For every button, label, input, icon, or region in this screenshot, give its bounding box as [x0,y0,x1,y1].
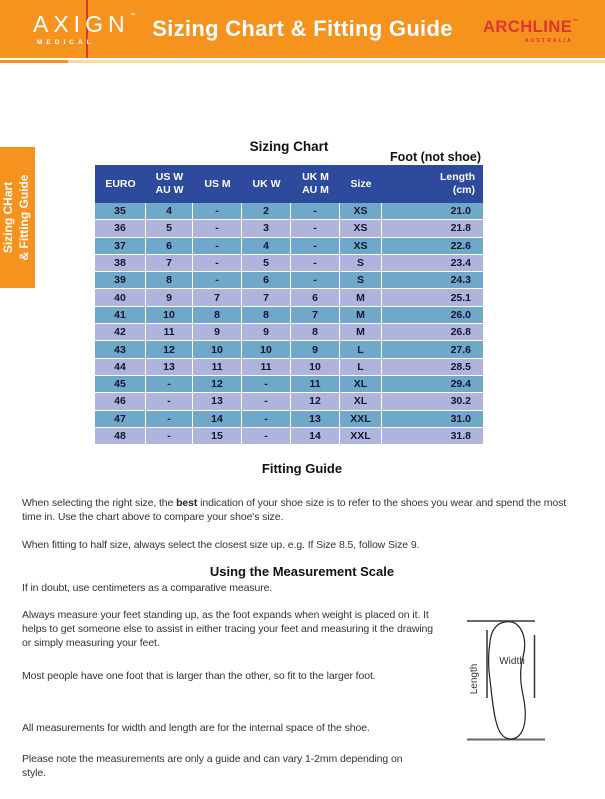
archline-tm-mark: ™ [572,19,579,25]
table-row [95,428,483,445]
table-cell: 31.0 [382,411,483,428]
table-cell: 24.3 [382,272,483,289]
table-row [95,272,483,289]
table-cell: 8 [146,272,193,289]
measurement-paragraph-2: Always measure your feet standing up, as the foot expands when weight is placed on it. It helps to get someone else to assist in either tracing your feet and measuring it the drawing or simply measuring your feet. [22,609,434,649]
table-cell: 9 [193,324,242,341]
measurement-paragraph-5: Please note the measurements are only a guide and can vary 1-2mm depending on style. [22,753,403,779]
table-header-cell: Size [350,177,372,190]
table-cell: 11 [291,376,340,393]
table-cell: 12 [146,341,193,358]
table-cell: 13 [193,393,242,410]
table-cell: - [242,428,291,445]
table-cell: 30.2 [382,393,483,410]
table-row [95,238,483,255]
table-cell: 8 [193,307,242,324]
sizing-table [95,165,483,445]
table-cell: S [340,272,382,289]
axign-name-text: AXIGN [33,11,130,37]
table-row [95,289,483,306]
axign-tm-mark: ™ [129,13,136,19]
table-cell: 8 [242,307,291,324]
table-cell: 9 [146,289,193,306]
side-tab-label-line1: Sizing CHart [1,181,15,254]
table-cell: - [291,255,340,272]
table-cell: M [340,324,382,341]
table-row [95,376,483,393]
table-cell: - [146,428,193,445]
archline-australia-label: AUSTRALIA [524,37,573,44]
table-cell: 44 [95,359,146,376]
table-cell: XS [340,203,382,220]
table-cell: 7 [291,307,340,324]
table-header-cell: UK M AU M [302,171,329,196]
table-cell: 6 [146,238,193,255]
side-tab [0,147,35,288]
fg-p1-after: indication of your shoe size is to refer to the shoes you wear and spend the most time in. Use the chart above to compare your shoe's size. [22,497,567,523]
table-cell: 40 [95,289,146,306]
table-cell: 10 [242,341,291,358]
table-cell: 13 [146,359,193,376]
table-cell: 10 [291,359,340,376]
table-cell: 38 [95,255,146,272]
table-cell: 45 [95,376,146,393]
table-row [95,324,483,341]
table-cell: 48 [95,428,146,445]
fg-p1-bold: best [176,497,198,509]
table-row [95,411,483,428]
table-cell: L [340,341,382,358]
width-label: Width [499,656,525,667]
sizing-chart-title: Sizing Chart [249,139,329,154]
archline-name-text: ARCHLINE [483,18,573,36]
table-row [95,359,483,376]
table-cell: - [193,203,242,220]
table-cell: 8 [291,324,340,341]
table-cell: - [193,272,242,289]
table-cell: 15 [193,428,242,445]
table-cell: 9 [242,324,291,341]
table-cell: XXL [340,428,382,445]
table-cell: 46 [95,393,146,410]
table-cell: - [291,220,340,237]
table-cell: 7 [146,255,193,272]
table-cell: 36 [95,220,146,237]
table-cell: XS [340,220,382,237]
table-cell: - [291,203,340,220]
table-cell: 4 [242,238,291,255]
table-cell: 2 [242,203,291,220]
table-cell: 14 [291,428,340,445]
table-cell: 14 [193,411,242,428]
table-cell: 5 [242,255,291,272]
table-cell: 22.6 [382,238,483,255]
table-cell: - [291,272,340,289]
table-cell: 26.0 [382,307,483,324]
table-row [95,220,483,237]
table-cell: 7 [242,289,291,306]
table-row [95,341,483,358]
table-cell: - [291,238,340,255]
side-tab-label-line2: & Fitting Guide [17,174,31,261]
table-cell: - [242,393,291,410]
header-accent-line [0,60,605,63]
table-cell: 7 [193,289,242,306]
table-cell: - [242,411,291,428]
measurement-scale-heading: Using the Measurement Scale [209,564,395,579]
table-cell: M [340,307,382,324]
foot-outline [489,622,526,739]
measurement-paragraph-1: If in doubt, use centimeters as a comparative measure. [22,582,273,594]
fg-p1-before: When selecting the right size, the [22,497,177,509]
table-header-cell: US M [204,177,231,190]
table-cell: 6 [242,272,291,289]
table-cell: L [340,359,382,376]
table-cell: - [193,220,242,237]
table-cell: 9 [291,341,340,358]
measurement-paragraph-3: Most people have one foot that is larger than the other, so fit to the larger foot. [22,670,376,682]
table-cell: 11 [242,359,291,376]
table-cell: - [146,393,193,410]
table-cell: 21.8 [382,220,483,237]
table-cell: 41 [95,307,146,324]
table-cell: XS [340,238,382,255]
foot-measurement-diagram [455,608,605,753]
table-cell: 42 [95,324,146,341]
table-cell: 13 [291,411,340,428]
header-accent-line-strong [0,60,68,63]
table-cell: - [193,238,242,255]
table-cell: S [340,255,382,272]
table-cell: 25.1 [382,289,483,306]
archline-logo [483,19,579,44]
table-header-cell: US W AU W [155,171,184,196]
fitting-guide-paragraph-2: When fitting to half size, always select the closest size up. e.g. If Size 8.5, follow Size 9. [22,539,420,551]
table-header-cell: UK W [252,177,281,190]
table-header-cell: Length (cm) [440,171,475,196]
fitting-guide-heading: Fitting Guide [261,461,343,476]
table-cell: 39 [95,272,146,289]
table-body [95,203,483,445]
table-cell: - [146,376,193,393]
table-cell: 5 [146,220,193,237]
table-cell: 6 [291,289,340,306]
header-bar [0,0,605,58]
side-tab-label [0,147,35,288]
table-cell: XL [340,393,382,410]
fitting-guide-paragraph-1 [22,496,584,524]
table-cell: 29.4 [382,376,483,393]
table-cell: 11 [146,324,193,341]
table-cell: M [340,289,382,306]
table-row [95,393,483,410]
axign-medical-label: MEDICAL [37,39,95,46]
table-cell: 12 [193,376,242,393]
archline-wordmark [483,19,579,36]
page-title: Sizing Chart & Fitting Guide [152,16,453,41]
table-row [95,203,483,220]
table-row [95,307,483,324]
table-header-row [95,165,483,203]
table-cell: 12 [291,393,340,410]
table-cell: 10 [146,307,193,324]
foot-not-shoe-note: Foot (not shoe) [390,150,481,164]
table-cell: - [146,411,193,428]
table-cell: XXL [340,411,382,428]
measurement-paragraph-4: All measurements for width and length are for the internal space of the shoe. [22,722,370,734]
table-row [95,255,483,272]
table-cell: 35 [95,203,146,220]
table-cell: 43 [95,341,146,358]
table-cell: 3 [242,220,291,237]
table-cell: 28.5 [382,359,483,376]
table-cell: 10 [193,341,242,358]
length-label: Length [469,663,480,695]
table-cell: 11 [193,359,242,376]
table-cell: XL [340,376,382,393]
table-cell: - [242,376,291,393]
table-cell: 27.6 [382,341,483,358]
table-cell: 37 [95,238,146,255]
table-cell: 47 [95,411,146,428]
table-header-cell: EURO [105,177,136,190]
table-cell: 26.8 [382,324,483,341]
table-cell: 4 [146,203,193,220]
table-cell: 31.8 [382,428,483,445]
table-cell: 21.0 [382,203,483,220]
table-cell: 23.4 [382,255,483,272]
table-cell: - [193,255,242,272]
